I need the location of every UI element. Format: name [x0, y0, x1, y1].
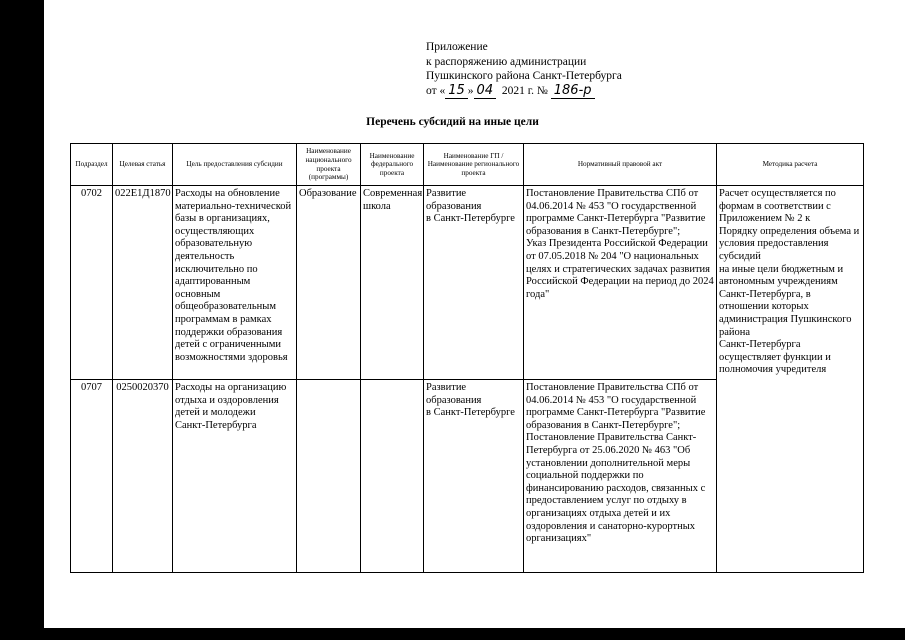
handwritten-number: 186-р: [551, 83, 595, 99]
col-header-legal: Нормативный правовой акт: [524, 144, 717, 186]
cell-national: [297, 380, 361, 573]
cell-subsection: 0702: [71, 186, 113, 380]
handwritten-month: 04: [474, 83, 497, 99]
cell-subsection: 0707: [71, 380, 113, 573]
table-header-row: [71, 144, 864, 186]
handwritten-day: 15: [445, 83, 468, 99]
scan-edge-left: [0, 0, 44, 640]
col-header-purpose: Цель предоставления субсидии: [173, 144, 297, 186]
appendix-header: [426, 40, 622, 98]
col-header-subsection: Подраздел: [71, 144, 113, 186]
cell-legal: Постановление Правительства СПб от 04.06.2014 № 453 "О государственной программе Санкт-Петербурга "Развитие образования в Санкт-Петербурге"; Постановление Правительства Санкт- Петербурга от 25.06.2020 № 463 "Об установлении дополнительной меры социальной поддержки по финансированию расходов, связанных с предоставлением услуг по отдыху в организациях отдыха детей и их оздоровления и санаторно-курортных организациях": [524, 380, 717, 573]
cell-regional: Развитие образования в Санкт-Петербурге: [424, 186, 524, 380]
date-year: 2021 г. №: [501, 84, 548, 97]
cell-target: 022Е1Д1870: [113, 186, 173, 380]
cell-national: Образование: [297, 186, 361, 380]
subsidies-table: [70, 143, 864, 573]
col-header-method: Методика расчета: [717, 144, 864, 186]
cell-legal: Постановление Правительства СПб от 04.06.2014 № 453 "О государственной программе Санкт-Петербурга "Развитие образования в Санкт-Петербурге"; Указ Президента Российской Федерации от 07.05.2018 № 204 "О национальных целях и стратегических задачах развития Российской Федерации на период до 2024 года": [524, 186, 717, 380]
appendix-line-3: Пушкинского района Санкт-Петербурга: [426, 70, 622, 82]
document-title: Перечень субсидий на иные цели: [366, 116, 539, 128]
cell-federal: Современная школа: [361, 186, 424, 380]
cell-federal: [361, 380, 424, 573]
cell-purpose: Расходы на организацию отдыха и оздоровления детей и молодежи Санкт-Петербурга: [173, 380, 297, 573]
col-header-target: Целевая статья: [113, 144, 173, 186]
appendix-date-line: [426, 84, 622, 99]
cell-regional: Развитие образования в Санкт-Петербурге: [424, 380, 524, 573]
cell-target: 0250020370: [113, 380, 173, 573]
date-prefix: от «: [426, 84, 446, 97]
scan-edge-bottom: [44, 628, 905, 640]
cell-purpose: Расходы на обновление материально-технической базы в организациях, осуществляющих образовательную деятельность исключительно по адаптированным основным общеобразовательным программам в рамках поддержки образования детей с ограниченными возможностями здоровья: [173, 186, 297, 380]
col-header-national: Наименование национального проекта (программы): [297, 144, 361, 186]
col-header-federal: Наименование федерального проекта: [361, 144, 424, 186]
col-header-regional: Наименование ГП / Наименование регионального проекта: [424, 144, 524, 186]
appendix-line-2: к распоряжению администрации: [426, 55, 587, 68]
cell-method: Расчет осуществляется по формам в соответствии с Приложением № 2 к Порядку определения объема и условия предоставления субсидий на иные цели бюджетным и автономным учреждениям Санкт-Петербурга, в отношении которых администрация Пушкинского района Санкт-Петербурга осуществляет функции и полномочия учредителя: [717, 186, 864, 573]
table-row: [71, 186, 864, 380]
date-mid: »: [467, 84, 474, 97]
appendix-line-1: Приложение: [426, 41, 488, 53]
